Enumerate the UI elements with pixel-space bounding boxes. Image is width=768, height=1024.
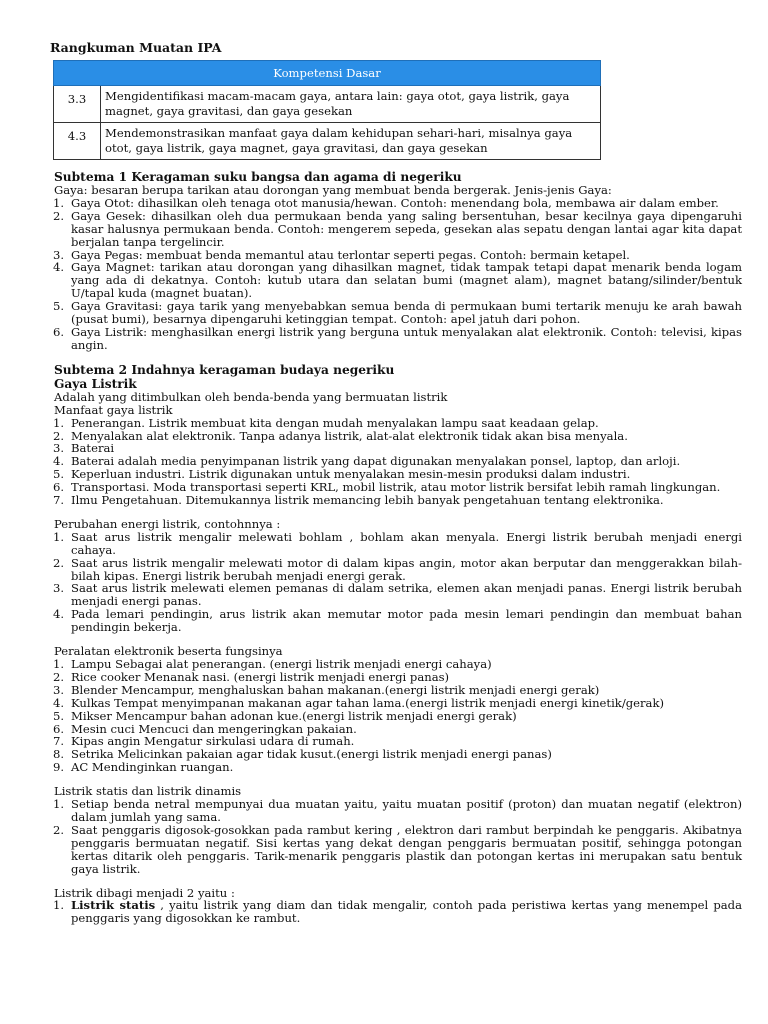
list-item: 4. Pada lemari pendingin, arus listrik akan memutar motor pada mesin lemari pendingin dan membuat bahan pendingin bekerja.: [52, 607, 742, 635]
list-item: 2. Rice cooker Menanak nasi. (energi listrik menjadi energi panas): [52, 669, 450, 684]
gaya-listrik-heading: Gaya Listrik: [54, 376, 137, 391]
gaya-listrik-definition: Adalah yang ditimbulkan oleh benda-benda yang bermuatan listrik: [54, 389, 448, 404]
list-item: 6. Gaya Listrik: menghasilkan energi listrik yang berguna untuk menyalakan alat elektronik. Contoh: televisi, kipas angin.: [52, 324, 742, 352]
table-row: [54, 86, 601, 123]
list-item: 4. Kulkas Tempat menyimpanan makanan agar tahan lama.(energi listrik menjadi energi kinetik/gerak): [52, 695, 665, 710]
peralatan-list: [54, 658, 742, 774]
statis-dinamis-label: Listrik statis dan listrik dinamis: [54, 784, 242, 799]
list-item: 4. Gaya Magnet: tarikan atau dorongan yang dihasilkan magnet, tidak tampak tetapi dapat menarik benda logam yang ada di dekatnya. Contoh: kutub utara dan selatan bumi (magnet alam), magnet batang/silinder/bentuk U/tapal kuda (magnet buatan).: [52, 260, 742, 301]
term-label: Listrik statis: [71, 898, 156, 913]
list-item: 3. Saat arus listrik melewati elemen pemanas di dalam setrika, elemen akan menjadi panas. Energi listrik berubah menjadi energi panas.: [52, 581, 742, 609]
peralatan-label: Peralatan elektronik beserta fungsinya: [54, 644, 283, 659]
list-item: 8. Setrika Melicinkan pakaian agar tidak kusut.(energi listrik menjadi energi panas): [52, 747, 552, 762]
table-cell-text: Mengidentifikasi macam-macam gaya, antara lain: gaya otot, gaya listrik, gaya magnet, gaya gravitasi, dan gaya gesekan: [101, 86, 601, 123]
list-item: 5. Mikser Mencampur bahan adonan kue.(energi listrik menjadi energi gerak): [52, 708, 517, 723]
table-header: Kompetensi Dasar: [54, 61, 601, 86]
table-cell-no: 3.3: [54, 86, 101, 123]
dibagi-label: Listrik dibagi menjadi 2 yaitu :: [54, 885, 235, 900]
list-item: 1. Lampu Sebagai alat penerangan. (energi listrik menjadi energi cahaya): [52, 657, 492, 671]
table-cell-no: 4.3: [54, 123, 101, 160]
list-item: 1. Setiap benda netral mempunyai dua muatan yaitu, yaitu muatan positif (proton) dan muatan negatif (elektron) dalam jumlah yang sama.: [52, 797, 742, 824]
list-item: 1. Saat arus listrik mengalir melewati bohlam , bohlam akan menyala. Energi listrik berubah menjadi energi cahaya.: [52, 529, 742, 557]
subtema2-heading: Subtema 2 Indahnya keragaman budaya negeriku: [54, 362, 395, 377]
document-title: Rangkuman Muatan IPA: [50, 40, 222, 55]
list-item: 3. Blender Mencampur, menghaluskan bahan makanan.(energi listrik menjadi energi gerak): [52, 682, 600, 697]
perubahan-label: Perubahan energi listrik, contohnnya :: [54, 516, 281, 531]
document-page: [46, 40, 746, 925]
list-item: 2. Saat penggaris digosok-gosokkan pada rambut kering , elektron dari rambut berpindah ke penggaris. Akibatnya penggaris bermuatan negatif. Sisi kertas yang dekat dengan penggaris bermuatan positif, sehingga potongan kertas ditarik oleh penggaris. Tarik-menarik penggaris plastik dan potongan kertas ini merupakan satu bentuk gaya listrik.: [52, 822, 742, 876]
list-item: 3. Gaya Pegas: membuat benda memantul atau terlontar seperti pegas. Contoh: bermain ketapel.: [52, 247, 630, 262]
list-item: 2. Gaya Gesek: dihasilkan oleh dua permukaan benda yang saling bersentuhan, besar kecilnya gaya dipengaruhi kasar halusnya permukaan benda. Contoh: mengerem sepeda, gesekan alas sepatu dengan lantai agar kita dapat berjalan tanpa tergelincir.: [52, 208, 742, 249]
list-item: 2. Menyalakan alat elektronik. Tanpa adanya listrik, alat-alat elektronik tidak akan bisa menyala.: [52, 428, 628, 443]
list-item: 2. Saat arus listrik mengalir melewati motor di dalam kipas angin, motor akan berputar dan menggerakkan bilah-bilah kipas. Energi listrik berubah menjadi energi gerak.: [52, 555, 742, 583]
list-item: 4. Baterai adalah media penyimpanan listrik yang dapat digunakan menyalakan ponsel, laptop, dan arloji.: [52, 454, 681, 469]
list-item: 7. Kipas angin Mengatur sirkulasi udara di rumah.: [52, 734, 355, 749]
list-item: 7. Ilmu Pengetahuan. Ditemukannya listrik memancing lebih banyak pengetahuan tentang elektronika.: [52, 493, 664, 508]
dibagi-list: [54, 899, 742, 925]
statis-dinamis-list: [54, 798, 742, 875]
manfaat-label: Manfaat gaya listrik: [54, 402, 173, 417]
list-item: 5. Keperluan industri. Listrik digunakan untuk menyalakan mesin-mesin produksi dalam industri.: [52, 467, 631, 482]
perubahan-list: [54, 531, 742, 634]
list-item: 6. Mesin cuci Mencuci dan mengeringkan pakaian.: [52, 721, 357, 736]
list-item: 3. Baterai: [52, 441, 115, 456]
manfaat-list: [54, 417, 742, 507]
list-item: 1. Gaya Otot: dihasilkan oleh tenaga otot manusia/hewan. Contoh: menendang bola, membawa air dalam ember.: [52, 195, 719, 210]
table-cell-text: Mendemonstrasikan manfaat gaya dalam kehidupan sehari-hari, misalnya gaya otot, gaya listrik, gaya magnet, gaya gravitasi, dan gaya gesekan: [101, 123, 601, 160]
gaya-list: [54, 197, 742, 352]
list-item: 9. AC Mendinginkan ruangan.: [52, 760, 234, 775]
kompetensi-table: [53, 60, 601, 160]
list-item: 5. Gaya Gravitasi: gaya tarik yang menyebabkan semua benda di permukaan bumi tertarik menuju ke arah bawah (pusat bumi), besarnya dipengaruhi ketinggian tempat. Contoh: apel jatuh dari pohon.: [52, 299, 742, 327]
subtema1-heading: Subtema 1 Keragaman suku bangsa dan agama di negeriku: [54, 170, 462, 184]
table-row: [54, 123, 601, 160]
list-item: 1. Listrik statis , yaitu listrik yang diam dan tidak mengalir, contoh pada peristiwa kertas yang menempel pada penggaris yang digosokkan ke rambut.: [52, 898, 742, 926]
subtema1-section: [54, 170, 742, 925]
list-item: 6. Transportasi. Moda transportasi seperti KRL, mobil listrik, atau motor listrik bersifat lebih ramah lingkungan.: [52, 480, 721, 495]
list-item: 1. Penerangan. Listrik membuat kita dengan mudah menyalakan lampu saat keadaan gelap.: [52, 415, 599, 430]
subtema1-intro: Gaya: besaran berupa tarikan atau dorongan yang membuat benda bergerak. Jenis-jenis Gaya:: [54, 183, 612, 197]
